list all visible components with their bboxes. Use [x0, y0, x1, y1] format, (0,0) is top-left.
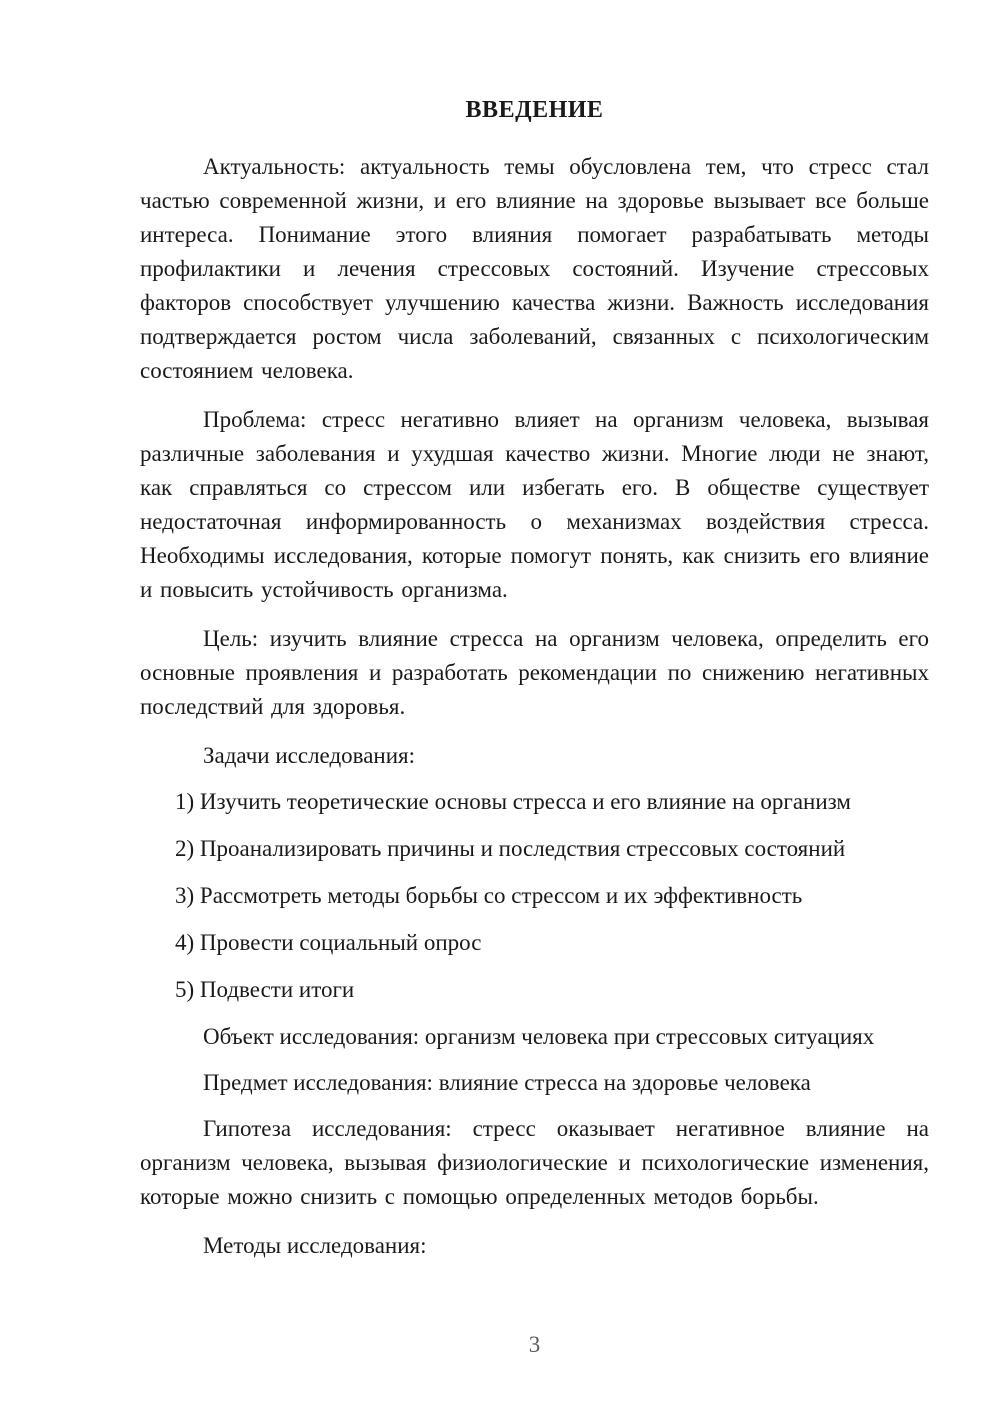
paragraph-subject: Предмет исследования: влияние стресса на здоровье человека — [203, 1070, 811, 1095]
page-content — [140, 96, 929, 1275]
task-item-2: 2) Проанализировать причины и последствия стрессовых состояний — [175, 836, 846, 861]
page-number: 3 — [528, 1332, 541, 1357]
tasks-heading: Задачи исследования: — [203, 743, 416, 768]
task-item-3: 3) Рассмотреть методы борьбы со стрессом и их эффективность — [175, 883, 803, 908]
paragraph-hypothesis: Гипотеза исследования: стресс оказывает негативное влияние на организм человека, вызывая физиологические и психологические изменения, которые можно снизить с помощью определенных методов борьбы. — [140, 1116, 929, 1209]
paragraph-object: Объект исследования: организм человека при стрессовых ситуациях — [203, 1024, 875, 1049]
task-item-1: 1) Изучить теоретические основы стресса и его влияние на организм — [175, 789, 851, 814]
task-item-5: 5) Подвести итоги — [175, 977, 355, 1002]
section-title: ВВЕДЕНИЕ — [465, 97, 604, 123]
paragraph-relevance: Актуальность: актуальность темы обусловлена тем, что стресс стал частью современной жизни, и его влияние на здоровье вызывает все больше интереса. Понимание этого влияния помогает разрабатывать методы профилактики и лечения стрессовых состояний. Изучение стрессовых факторов способствует улучшению качества жизни. Важность исследования подтверждается ростом числа заболеваний, связанных с психологическим состоянием человека. — [140, 154, 929, 383]
task-item-4: 4) Провести социальный опрос — [175, 930, 482, 955]
methods-heading: Методы исследования: — [203, 1233, 427, 1258]
paragraph-problem: Проблема: стресс негативно влияет на организм человека, вызывая различные заболевания и ухудшая качество жизни. Многие люди не знают, как справляться со стрессом или избегать его. В обществе существует недостаточная информированность о механизмах воздействия стресса. Необходимы исследования, которые помогут понять, как снизить его влияние и повысить устойчивость организма. — [140, 407, 929, 602]
paragraph-goal: Цель: изучить влияние стресса на организм человека, определить его основные проявления и разработать рекомендации по снижению негативных последствий для здоровья. — [140, 626, 929, 719]
